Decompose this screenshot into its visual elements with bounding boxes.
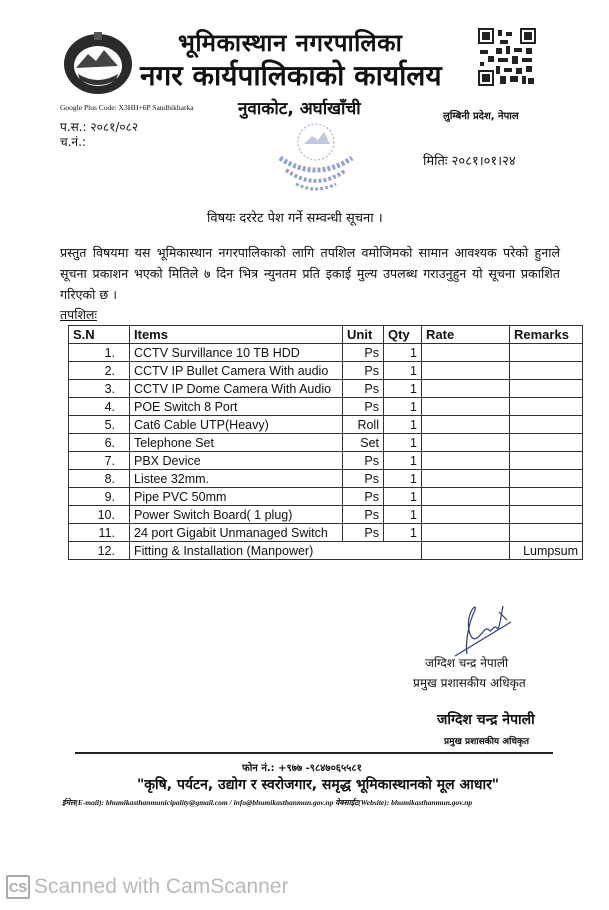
header-items: Items — [130, 326, 343, 344]
cell-qty: 1 — [384, 380, 422, 398]
signature-icon — [445, 602, 515, 657]
table-row — [69, 542, 583, 560]
cell-unit: Ps — [343, 398, 384, 416]
table-row — [69, 470, 583, 488]
cell-sn: 8. — [69, 470, 130, 488]
cell-rate — [422, 524, 510, 542]
cell-qty: 1 — [384, 488, 422, 506]
cell-rate — [422, 398, 510, 416]
details-label: तपशिलः — [60, 307, 97, 322]
cell-qty: 1 — [384, 434, 422, 452]
table-row — [69, 344, 583, 362]
office-name: नगर कार्यपालिकाको कार्यालय — [140, 59, 442, 92]
cell-sn: 1. — [69, 344, 130, 362]
header-unit: Unit — [343, 326, 384, 344]
letter-date: मितिः २०८१।०१।२४ — [423, 154, 516, 169]
cell-remarks — [510, 506, 583, 524]
cell-remarks: Lumpsum — [510, 542, 583, 560]
camscanner-watermark — [6, 875, 288, 899]
header-qty: Qty — [384, 326, 422, 344]
cell-unit: Ps — [343, 506, 384, 524]
notice-body: प्रस्तुत विषयमा यस भूमिकास्थान नगरपालिकाको लागि तपशिल वमोजिमको सामान आवश्यक परेको हुनाले सूचना प्रकाशन भएको मितिले ७ दिन भित्र न्युनतम प्रति इकाई मुल्य उपलब्ध गराउनुहुन यो सूचना प्रकाशित गरिएको छ । — [60, 245, 560, 302]
watermark-text: Scanned with CamScanner — [34, 875, 289, 898]
province-address: लुम्बिनी प्रदेश, नेपाल — [443, 111, 519, 122]
table-header-row — [69, 326, 583, 344]
cell-rate — [422, 344, 510, 362]
name-stamp: जग्दिश चन्द्र नेपाली — [437, 712, 535, 728]
header-sn: S.N — [69, 326, 130, 344]
cell-rate — [422, 542, 510, 560]
cell-sn: 10. — [69, 506, 130, 524]
cell-item: CCTV Survillance 10 TB HDD — [130, 344, 343, 362]
office-stamp-icon — [266, 112, 366, 202]
cell-item: PBX Device — [130, 452, 343, 470]
cell-unit: Set — [343, 434, 384, 452]
table-row — [69, 416, 583, 434]
cell-rate — [422, 434, 510, 452]
table-row — [69, 362, 583, 380]
cell-qty: 1 — [384, 416, 422, 434]
cell-sn: 5. — [69, 416, 130, 434]
contact-info: ईमेल(E-mail): bhumikasthanmunicipality@gmail.com / info@bhumikasthanmun.gov.np वेबसाईट(Website): bhumikasthanmun.gov.np — [62, 798, 473, 807]
cell-qty: 1 — [384, 524, 422, 542]
cell-sn: 2. — [69, 362, 130, 380]
cell-sn: 9. — [69, 488, 130, 506]
cell-qty: 1 — [384, 344, 422, 362]
plus-code: Google Plus Code: X3HH+6P Sandhikharka — [60, 103, 194, 112]
cell-sn: 7. — [69, 452, 130, 470]
subject-line: विषयः दररेट पेश गर्ने सम्वन्धी सूचना । — [207, 211, 383, 226]
camscanner-logo-icon: CS — [6, 875, 30, 899]
cell-remarks — [510, 470, 583, 488]
cell-remarks — [510, 344, 583, 362]
cell-item: Pipe PVC 50mm — [130, 488, 343, 506]
cell-item: CCTV IP Bullet Camera With audio — [130, 362, 343, 380]
footer-divider — [75, 752, 553, 754]
cell-item: Telephone Set — [130, 434, 343, 452]
table-row — [69, 488, 583, 506]
cell-remarks — [510, 362, 583, 380]
cell-item: POE Switch 8 Port — [130, 398, 343, 416]
cell-rate — [422, 470, 510, 488]
table-row — [69, 524, 583, 542]
cell-item: Cat6 Cable UTP(Heavy) — [130, 416, 343, 434]
municipality-motto: "कृषि, पर्यटन, उद्योग र स्वरोजगार, समृद्ध भूमिकास्थानको मूल आधार" — [137, 777, 500, 793]
cell-unit: Roll — [343, 416, 384, 434]
cell-sn: 12. — [69, 542, 130, 560]
municipality-name: भूमिकास्थान नगरपालिका — [178, 29, 403, 57]
cell-rate — [422, 362, 510, 380]
header-rate: Rate — [422, 326, 510, 344]
table-row — [69, 434, 583, 452]
cell-item: Listee 32mm. — [130, 470, 343, 488]
cell-qty: 1 — [384, 362, 422, 380]
cell-sn: 4. — [69, 398, 130, 416]
cell-sn: 6. — [69, 434, 130, 452]
cell-unit: Ps — [343, 362, 384, 380]
cell-unit: Ps — [343, 524, 384, 542]
cell-remarks — [510, 524, 583, 542]
cell-qty: 1 — [384, 452, 422, 470]
cell-remarks — [510, 380, 583, 398]
table-row — [69, 398, 583, 416]
cell-remarks — [510, 434, 583, 452]
cell-rate — [422, 416, 510, 434]
cell-remarks — [510, 398, 583, 416]
title-stamp: प्रमुख प्रशासकीय अधिकृत — [444, 737, 530, 747]
cell-rate — [422, 506, 510, 524]
cell-sn: 3. — [69, 380, 130, 398]
reference-number: प.स.: २०८१/०८२ — [60, 120, 139, 134]
cell-item: Power Switch Board( 1 plug) — [130, 506, 343, 524]
table-row — [69, 380, 583, 398]
cell-sn: 11. — [69, 524, 130, 542]
cell-unit: Ps — [343, 488, 384, 506]
cell-unit: Ps — [343, 380, 384, 398]
table-row — [69, 506, 583, 524]
cell-item: 24 port Gigabit Unmanaged Switch — [130, 524, 343, 542]
items-table — [68, 325, 583, 560]
district-address: नुवाकोट, अर्घाखाँची — [238, 99, 361, 119]
cell-rate — [422, 488, 510, 506]
signer-title: प्रमुख प्रशासकीय अधिकृत — [413, 676, 526, 690]
cell-rate — [422, 452, 510, 470]
table-row — [69, 452, 583, 470]
cell-remarks — [510, 452, 583, 470]
signer-name: जग्दिश चन्द्र नेपाली — [425, 656, 509, 670]
cell-qty: 1 — [384, 470, 422, 488]
cell-item: Fitting & Installation (Manpower) — [130, 542, 422, 560]
cell-qty: 1 — [384, 398, 422, 416]
cell-unit: Ps — [343, 452, 384, 470]
nepal-emblem-icon — [60, 28, 136, 98]
cell-unit: Ps — [343, 470, 384, 488]
qr-code-icon — [478, 28, 536, 86]
cell-remarks — [510, 488, 583, 506]
cell-unit: Ps — [343, 344, 384, 362]
cell-remarks — [510, 416, 583, 434]
cell-item: CCTV IP Dome Camera With Audio — [130, 380, 343, 398]
header-remarks: Remarks — [510, 326, 583, 344]
dispatch-number: च.नं.: — [60, 135, 86, 149]
cell-rate — [422, 380, 510, 398]
phone-number: फोन नं.: +९७७ -९८४७०६५५८१ — [242, 763, 362, 774]
cell-qty: 1 — [384, 506, 422, 524]
